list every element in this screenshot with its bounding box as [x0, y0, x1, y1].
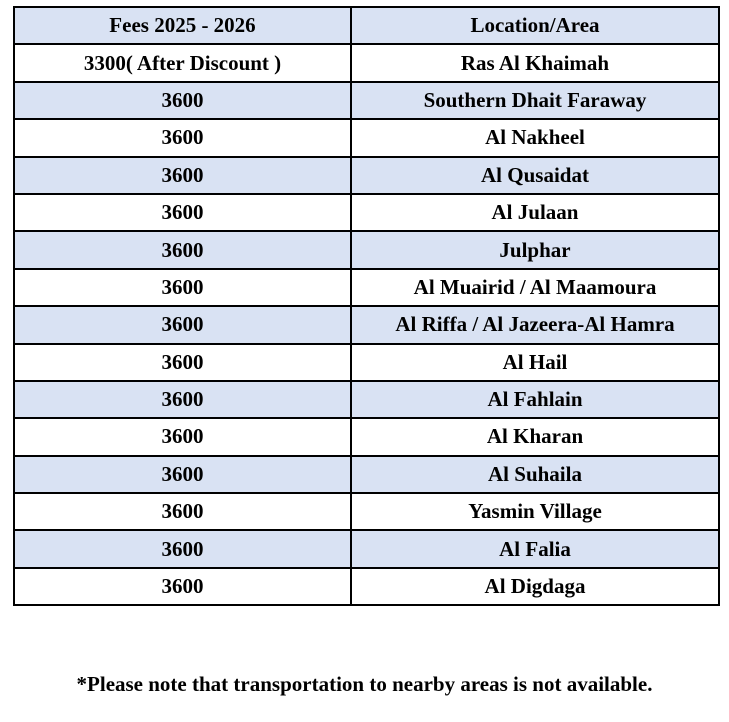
area-cell: Southern Dhait Faraway — [351, 82, 719, 119]
table-row — [14, 530, 719, 567]
table-row — [14, 568, 719, 605]
area-cell: Al Falia — [351, 530, 719, 567]
fee-cell: 3600 — [14, 269, 351, 306]
header-fees: Fees 2025 - 2026 — [14, 7, 351, 44]
fee-cell: 3600 — [14, 157, 351, 194]
area-cell: Al Riffa / Al Jazeera-Al Hamra — [351, 306, 719, 343]
fee-cell: 3300( After Discount ) — [14, 44, 351, 81]
header-location: Location/Area — [351, 7, 719, 44]
area-cell: Al Nakheel — [351, 119, 719, 156]
fees-table — [13, 6, 720, 606]
area-cell: Al Hail — [351, 344, 719, 381]
fee-cell: 3600 — [14, 530, 351, 567]
table-row — [14, 344, 719, 381]
area-cell: Al Qusaidat — [351, 157, 719, 194]
table-row — [14, 493, 719, 530]
fee-cell: 3600 — [14, 568, 351, 605]
area-cell: Al Muairid / Al Maamoura — [351, 269, 719, 306]
table-row — [14, 306, 719, 343]
area-cell: Al Kharan — [351, 418, 719, 455]
fee-cell: 3600 — [14, 231, 351, 268]
table-row — [14, 418, 719, 455]
table-row — [14, 269, 719, 306]
table-row — [14, 119, 719, 156]
fee-cell: 3600 — [14, 194, 351, 231]
fee-cell: 3600 — [14, 381, 351, 418]
fee-cell: 3600 — [14, 456, 351, 493]
area-cell: Yasmin Village — [351, 493, 719, 530]
fee-cell: 3600 — [14, 344, 351, 381]
fee-cell: 3600 — [14, 119, 351, 156]
fee-cell: 3600 — [14, 418, 351, 455]
area-cell: Al Digdaga — [351, 568, 719, 605]
area-cell: Al Fahlain — [351, 381, 719, 418]
transport-note: *Please note that transportation to nearby areas is not available. — [76, 672, 653, 696]
area-cell: Al Julaan — [351, 194, 719, 231]
table-row — [14, 157, 719, 194]
table-row — [14, 194, 719, 231]
table-row — [14, 44, 719, 81]
table-row — [14, 456, 719, 493]
area-cell: Al Suhaila — [351, 456, 719, 493]
header-row — [14, 7, 719, 44]
area-cell: Ras Al Khaimah — [351, 44, 719, 81]
fee-cell: 3600 — [14, 493, 351, 530]
area-cell: Julphar — [351, 231, 719, 268]
table-row — [14, 82, 719, 119]
table-row — [14, 381, 719, 418]
fee-cell: 3600 — [14, 82, 351, 119]
table-row — [14, 231, 719, 268]
fee-cell: 3600 — [14, 306, 351, 343]
